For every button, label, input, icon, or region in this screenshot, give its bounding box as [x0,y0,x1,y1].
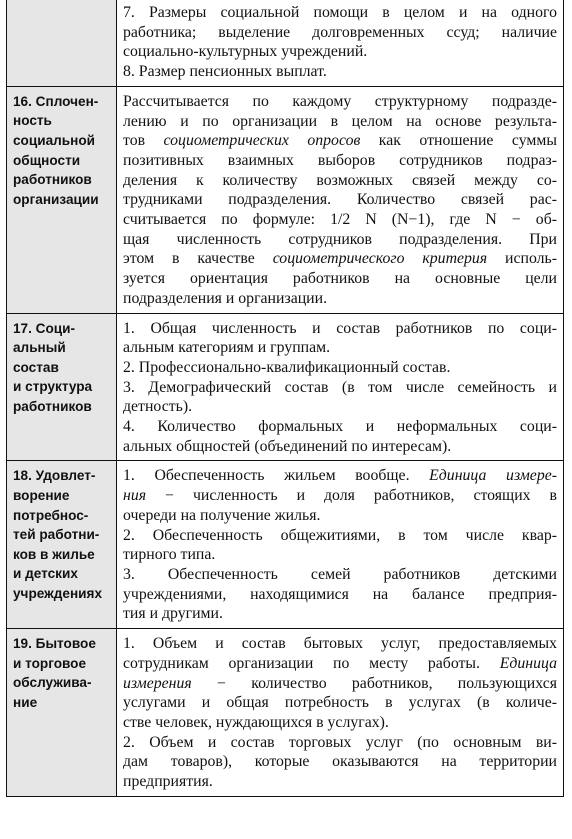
description-line: тов социометрических опросов как отношение суммы [123,132,558,150]
description-line: 7. Размеры социальной помощи в целом и на одного [123,4,557,21]
description-line: стве человек, нуждающихся в услугах). [123,713,389,731]
document-page [6,0,564,838]
indicator-name-line: обслужива- [13,675,92,691]
table-row [7,629,564,797]
description-line: дам товаров), которые оказываются на территории [123,753,557,771]
description-line: подразделения и организации. [123,289,328,307]
table-row [7,86,564,313]
description-line: 3. Обеспеченность семей работников детскими [123,565,557,583]
description-line: 1. Общая численность и состав работников по соци- [123,319,557,337]
indicator-description-cell [117,461,564,629]
description-line: 4. Количество формальных и неформальных соци- [123,418,557,436]
indicator-name-line: ворение [13,488,70,504]
description-line: измерения − количество работников, пользующихся [123,674,557,692]
indicator-description-cell [117,86,564,313]
description-line: трудниками подразделения. Количество связей рас- [123,191,557,209]
description-line: 1. Обеспеченность жильем вообще. Единица измере- [123,467,557,485]
indicator-name-cell [7,461,117,629]
italic-term: Единица измере- [429,467,557,485]
indicator-name-cell [7,629,117,797]
indicator-name-line: работников [13,172,92,188]
description-line: детность). [123,398,193,416]
description-line: считывается по формуле: 1/2 N (N−1), где N − об- [123,211,557,229]
table-row [7,313,564,461]
indicator-name-line: 19. Бытовое [13,636,96,652]
description-line: учреждениями, находящимися на балансе предприя- [123,585,557,603]
description-line: предприятия. [123,773,213,791]
description-line: 8. Размер пенсионных выплат. [123,63,327,81]
description-line: лению и по организации в целом на основе результа- [123,112,557,130]
indicator-name-line: ность [13,113,52,129]
indicator-description-cell [117,0,564,86]
italic-term: Единица [499,654,557,672]
description-line: сотрудникам организации по месту работы. Единица [123,654,557,672]
indicator-name-line: и детских [13,566,78,582]
indicator-name-line: 18. Удовлет- [13,468,96,484]
description-line: 1. Объем и состав бытовых услуг, предоставляемых [123,635,557,653]
indicators-table [6,0,564,797]
description-line: 2. Обеспеченность общежитиями, в том числе квар- [123,526,557,544]
description-line: 3. Демографический состав (в том числе семейность и [123,378,557,396]
description-line: позитивных взаимных выборов сотрудников подраз- [123,151,557,169]
indicator-name-line: тей работни- [13,527,100,543]
indicator-name-line: социальной [13,133,96,148]
indicator-name-line: 16. Сплочен- [13,93,99,109]
description-line: Рассчитывается по каждому структурному подразде- [123,92,557,110]
indicator-name-cell [7,86,117,313]
description-line: деления к количеству возможных связей между со- [123,171,557,189]
indicator-description-cell [117,629,564,797]
italic-term: социометрических опросов [163,132,361,150]
description-line: щая численность сотрудников подразделения. При [123,230,557,248]
italic-term: ния [123,487,147,505]
italic-term: измерения [123,674,192,692]
indicator-name-line: учреждениях [13,586,103,602]
italic-term: социометрического критерия [272,250,488,268]
indicator-name-line: 17. Соци- [13,320,76,336]
description-line: социально-культурных учреждений. [123,43,368,61]
indicator-name-line: и торговое [13,655,87,671]
table-row [7,461,564,629]
indicator-name-line: состав [13,359,59,375]
description-line: очереди на получение жилья. [123,506,321,524]
description-line: тирного типа. [123,546,216,564]
indicator-name-cell [7,0,117,86]
description-line: 2. Объем и состав торговых услуг (по основным ви- [123,733,557,751]
indicator-name-line: потребнос- [13,507,89,523]
table-row [7,0,564,86]
indicator-name-line: организации [13,191,99,207]
indicator-name-cell [7,313,117,461]
description-line: тия и другими. [123,605,223,623]
description-line: работника; выделение долговременных ссуд; наличие [123,23,557,41]
description-line: альным категориям и группам. [123,339,331,357]
description-line: ния − численность и доля работников, стоящих в [123,487,557,505]
description-line: зуется ориентация работников на основные цели [123,270,557,288]
indicator-name-line: и структура [13,379,93,395]
indicator-name-line: работников [13,398,92,414]
indicator-name-line: ков в жилье [13,546,95,562]
indicator-name-line: альный [13,340,66,356]
indicator-description-cell [117,313,564,461]
description-line: этом в качестве социометрического критерия исполь- [123,250,557,268]
indicator-name-line: ние [13,694,38,710]
indicator-name-line: общности [13,152,81,168]
description-line: альных общностей (объединений по интересам). [123,437,452,455]
indicators-table-body [7,0,564,796]
description-line: услугами и общая потребность в услугах (в количе- [123,694,557,712]
description-line: 2. Профессионально-квалификационный состав. [123,358,451,376]
